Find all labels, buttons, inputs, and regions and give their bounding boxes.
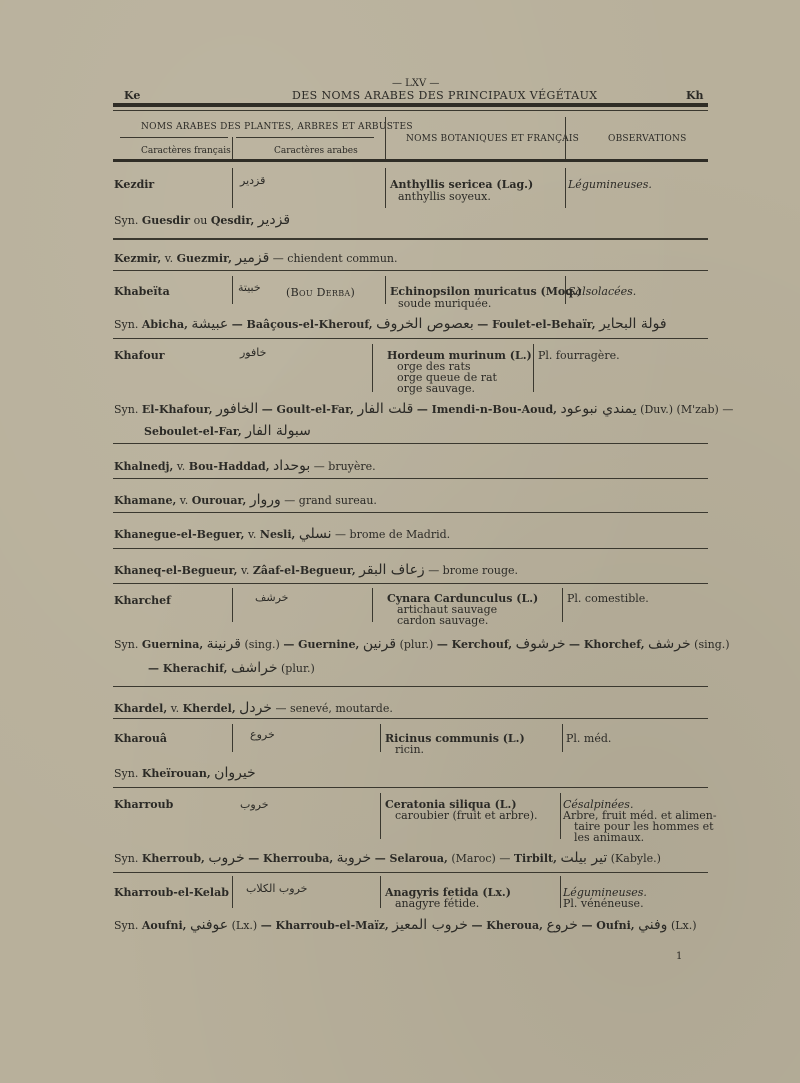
- khabeita-div-2: [385, 276, 386, 304]
- syn-arabic: عوفني: [189, 917, 229, 933]
- syn-note: (plur.): [281, 662, 315, 675]
- see-marker: v.: [164, 252, 174, 265]
- entry-name: Khamane,: [114, 494, 177, 507]
- entry-synonyms: [114, 765, 256, 781]
- kezdir-div-1: [232, 168, 233, 208]
- syn-name: — Foulet-el-Behaïr,: [477, 318, 596, 331]
- syn-arabic: قرنينة: [206, 636, 241, 652]
- entry-rule: [113, 686, 708, 687]
- syn-arabic: خروبة: [336, 850, 372, 866]
- kharchef-div-1: [232, 588, 233, 622]
- entry-arabic: خافور: [240, 346, 267, 359]
- entry-observation: les animaux.: [574, 831, 645, 844]
- syn-name: Qesdir,: [210, 214, 255, 227]
- syn-prefix: Syn.: [114, 318, 139, 331]
- entry-ref: Kherdel,: [182, 702, 236, 715]
- entry-arabic: وروار: [249, 492, 281, 508]
- entry-french: soude muriquée.: [398, 297, 492, 310]
- see-marker: v.: [241, 564, 250, 577]
- col-divider-1: [232, 137, 233, 159]
- col-french-chars: Caractères français: [141, 146, 231, 156]
- entry-name: Khaneq-el-Begueur,: [114, 564, 238, 577]
- entry-arabic: قزدير: [240, 174, 266, 187]
- entry-ref: Bou-Haddad,: [188, 460, 270, 473]
- syn-name: — Kerchouf,: [436, 638, 513, 651]
- syn-note: (Lx.): [231, 919, 258, 932]
- syn-note: (Kabyle.): [610, 852, 661, 865]
- entry-rule: [113, 478, 708, 479]
- entry-rule: [113, 270, 708, 271]
- page-number: — LXV —: [392, 78, 440, 89]
- entry-rule: [113, 338, 708, 339]
- entry-ref: Nesli,: [259, 528, 296, 541]
- syn-arabic: يمندي نبوعود: [560, 401, 637, 417]
- syn-prefix: Syn.: [114, 403, 139, 416]
- entry-name: Khanegue-el-Beguer,: [114, 528, 245, 541]
- syn-name: Kherroub,: [141, 852, 205, 865]
- syn-arabic: قزدير: [257, 212, 291, 228]
- entry-crossref: [114, 250, 398, 266]
- header-right-letters: Kh: [686, 89, 704, 102]
- entry-crossref: [114, 526, 450, 542]
- syn-name: — Selaroua,: [374, 852, 448, 865]
- syn-note: (sing.): [694, 638, 730, 651]
- syn-name: — Kheroua,: [471, 919, 543, 932]
- syn-name: El-Khafour,: [141, 403, 213, 416]
- col-observations: OBSERVATIONS: [608, 134, 687, 144]
- entry-name: Kezmir,: [114, 252, 162, 265]
- entry-observation: Pl. comestible.: [567, 592, 649, 605]
- entry-botanical: Hordeum murinum (L.): [387, 349, 532, 362]
- see-marker: v.: [179, 494, 189, 507]
- entry-rule: [113, 583, 708, 584]
- entry-arabic: خبيتة: [238, 281, 261, 294]
- entry-name: Kharroub: [114, 798, 174, 811]
- syn-arabic: الخافور: [216, 401, 259, 417]
- entry-botanical: Ceratonia siliqua (L.): [385, 798, 517, 811]
- syn-arabic: خروب المعيز: [392, 917, 468, 933]
- syn-name: Guesdir: [141, 214, 191, 227]
- entry-french: caroubier (fruit et arbre).: [395, 809, 538, 822]
- syn-ou: ou: [193, 214, 208, 227]
- entry-synonyms: [114, 917, 697, 933]
- entry-meaning: — brome rouge.: [428, 564, 519, 577]
- syn-prefix: Syn.: [114, 214, 139, 227]
- entry-french: orge sauvage.: [397, 382, 476, 395]
- entry-synonyms-cont: [148, 660, 315, 676]
- header-rule-thin: [113, 110, 708, 111]
- col-divider-3: [565, 117, 566, 159]
- header-left-letters: Ke: [124, 89, 141, 102]
- syn-note: (sing.): [244, 638, 280, 651]
- syn-name: — Baâçous-el-Kherouf,: [231, 318, 373, 331]
- entry-crossref: [114, 492, 377, 508]
- entry-rule: [113, 718, 708, 719]
- entry-arabic: قزمير: [235, 250, 270, 266]
- syn-note: (plur.): [399, 638, 434, 651]
- entry-arabic: بوحداد: [273, 458, 311, 474]
- kharchef-div-2: [372, 588, 373, 622]
- entry-rule: [113, 872, 708, 873]
- entry-french: anthyllis soyeux.: [398, 190, 491, 203]
- entry-rule: [113, 512, 708, 513]
- syn-arabic: قرنين: [362, 636, 397, 652]
- syn-name: Seboulet-el-Far,: [144, 425, 242, 438]
- entry-arabic: زعاف البقر: [359, 562, 425, 578]
- entry-ref: Guezmir,: [176, 252, 232, 265]
- syn-arabic: خروب: [208, 850, 245, 866]
- syn-name: Guernina,: [141, 638, 204, 651]
- entry-french: orge queue de rat: [397, 371, 497, 384]
- entry-name: Kharchef: [114, 594, 171, 607]
- entry-meaning: — chiendent commun.: [272, 252, 398, 265]
- entry-observation: Pl. vénéneuse.: [563, 897, 644, 910]
- entry-arabic: خروب الكلاب: [246, 882, 308, 895]
- entry-meaning: — grand sureau.: [284, 494, 377, 507]
- entry-french: orge des rats: [397, 360, 471, 373]
- syn-note: (Maroc) —: [451, 852, 511, 865]
- entry-name: Kharroub-el-Kelab: [114, 886, 229, 899]
- entry-crossref: [114, 700, 393, 716]
- syn-prefix: Syn.: [114, 638, 139, 651]
- kelab-div-1: [232, 876, 233, 908]
- entry-arabic: خرشف: [255, 591, 289, 604]
- col-botanical: NOMS BOTANIQUES ET FRANÇAIS: [406, 134, 579, 144]
- col-group-title: NOMS ARABES DES PLANTES, ARBRES ET ARBUSTES: [141, 122, 413, 132]
- entry-arabic: خردل: [239, 700, 272, 716]
- col-header-rule: [113, 159, 708, 162]
- entry-synonyms-cont: [144, 423, 311, 439]
- kharoua-div-1: [232, 724, 233, 752]
- syn-arabic: سبولة الفار: [245, 423, 311, 439]
- syn-arabic: خروع: [546, 917, 578, 933]
- entry-botanical: Anthyllis sericea (Lag.): [390, 178, 534, 191]
- syn-name: — Oufni,: [581, 919, 635, 932]
- entry-rule: [113, 238, 708, 240]
- see-marker: v.: [176, 460, 186, 473]
- syn-name: — Guernine,: [283, 638, 360, 651]
- entry-rule: [113, 787, 708, 788]
- syn-name: — Kherachif,: [148, 662, 228, 675]
- col-group-rule-right: [236, 137, 374, 138]
- entry-rule: [113, 548, 708, 549]
- entry-name: Kezdir: [114, 178, 155, 191]
- khafour-div-3: [533, 344, 534, 392]
- syn-name: — Khorchef,: [569, 638, 645, 651]
- entry-synonyms: [114, 212, 290, 228]
- entry-crossref: [114, 562, 518, 578]
- syn-arabic: خراشف: [231, 660, 278, 676]
- entry-arabic: خروع: [250, 728, 275, 741]
- khafour-div-2: [372, 344, 373, 392]
- syn-name: Tirbilt,: [513, 852, 557, 865]
- page-title: DES NOMS ARABES DES PRINCIPAUX VÉGÉTAUX: [292, 89, 598, 102]
- kharchef-div-3: [562, 588, 563, 622]
- syn-arabic: بعصوص الخروف: [376, 316, 474, 332]
- syn-arabic: قلت الفار: [357, 401, 414, 417]
- syn-name: — Kherrouba,: [248, 852, 334, 865]
- kelab-div-2: [380, 876, 381, 908]
- kharroub-div-2: [380, 793, 381, 839]
- kelab-div-3: [560, 876, 561, 908]
- see-marker: v.: [248, 528, 257, 541]
- syn-name: Aoufni,: [141, 919, 187, 932]
- entry-observation: Légumineuses.: [568, 178, 652, 191]
- see-marker: v.: [170, 702, 180, 715]
- entry-synonyms: [114, 401, 733, 417]
- entry-name: Khardel,: [114, 702, 168, 715]
- syn-prefix: Syn.: [114, 767, 139, 780]
- entry-meaning: — brome de Madrid.: [335, 528, 451, 541]
- entry-ref: Zâaf-el-Begueur,: [252, 564, 356, 577]
- syn-arabic: تير بيلت: [560, 850, 608, 866]
- syn-name: Kheïrouan,: [141, 767, 211, 780]
- entry-observation: Salsolacées.: [568, 285, 637, 298]
- khabeita-div-1: [232, 276, 233, 304]
- entry-crossref: [114, 458, 376, 474]
- kezdir-div-2: [385, 168, 386, 208]
- entry-observation: Arbre, fruit méd. et alimen-: [563, 809, 717, 822]
- col-divider-2: [385, 117, 386, 159]
- entry-source: (Bou Derba): [286, 286, 356, 299]
- syn-prefix: Syn.: [114, 852, 139, 865]
- kharoua-div-3: [562, 724, 563, 752]
- signature-mark: 1: [676, 951, 683, 962]
- syn-source: (Duv.) (M'zab) —: [640, 403, 734, 416]
- syn-arabic: خرشف: [648, 636, 691, 652]
- entry-french: anagyre fétide.: [395, 897, 480, 910]
- entry-botanical: Anagyris fetida (Lx.): [385, 886, 511, 899]
- entry-name: Kharouâ: [114, 732, 167, 745]
- entry-name: Khalnedj,: [114, 460, 174, 473]
- entry-observation: Légumineuses.: [563, 886, 647, 899]
- entry-synonyms: [114, 316, 667, 332]
- entry-french: artichaut sauvage: [397, 603, 498, 616]
- col-arabic-chars: Caractères arabes: [274, 146, 358, 156]
- syn-note: (Lx.): [670, 919, 697, 932]
- entry-botanical: Echinopsilon muricatus (Moq.): [390, 285, 582, 298]
- entry-observation: Pl. fourragère.: [538, 349, 620, 362]
- header-rule-top: [113, 103, 708, 107]
- entry-observation: taire pour les hommes et: [574, 820, 714, 833]
- entry-french: ricin.: [395, 743, 425, 756]
- kezdir-div-3: [565, 168, 566, 208]
- entry-ref: Ourouar,: [191, 494, 247, 507]
- entry-synonyms: [114, 636, 730, 652]
- entry-name: Khafour: [114, 349, 165, 362]
- syn-prefix: Syn.: [114, 919, 139, 932]
- entry-botanical: Cynara Cardunculus (L.): [387, 592, 539, 605]
- syn-name: — Goult-el-Far,: [261, 403, 355, 416]
- syn-name: — Imendi-n-Bou-Aoud,: [416, 403, 558, 416]
- syn-arabic: وفني: [638, 917, 668, 933]
- entry-french: cardon sauvage.: [397, 614, 489, 627]
- kharoua-div-2: [380, 724, 381, 752]
- syn-arabic: عبيشة: [191, 316, 229, 332]
- syn-arabic: خرشوف: [515, 636, 566, 652]
- entry-observation: Césalpinées.: [563, 798, 634, 811]
- col-group-rule-left: [120, 137, 228, 138]
- entry-arabic: خروب: [240, 798, 269, 811]
- entry-meaning: — senevé, moutarde.: [275, 702, 393, 715]
- entry-name: Khabeïta: [114, 285, 170, 298]
- syn-arabic: خيروان: [214, 765, 256, 781]
- entry-synonyms: [114, 850, 661, 866]
- entry-rule: [113, 443, 708, 444]
- entry-meaning: — bruyère.: [313, 460, 376, 473]
- syn-name: Abicha,: [141, 318, 188, 331]
- entry-botanical: Ricinus communis (L.): [385, 732, 525, 745]
- syn-arabic: فولة البحاير: [599, 316, 667, 332]
- syn-name: — Kharroub-el-Maïz,: [260, 919, 389, 932]
- entry-observation: Pl. méd.: [566, 732, 612, 745]
- kharroub-div-3: [560, 793, 561, 839]
- entry-arabic: نسلي: [298, 526, 332, 542]
